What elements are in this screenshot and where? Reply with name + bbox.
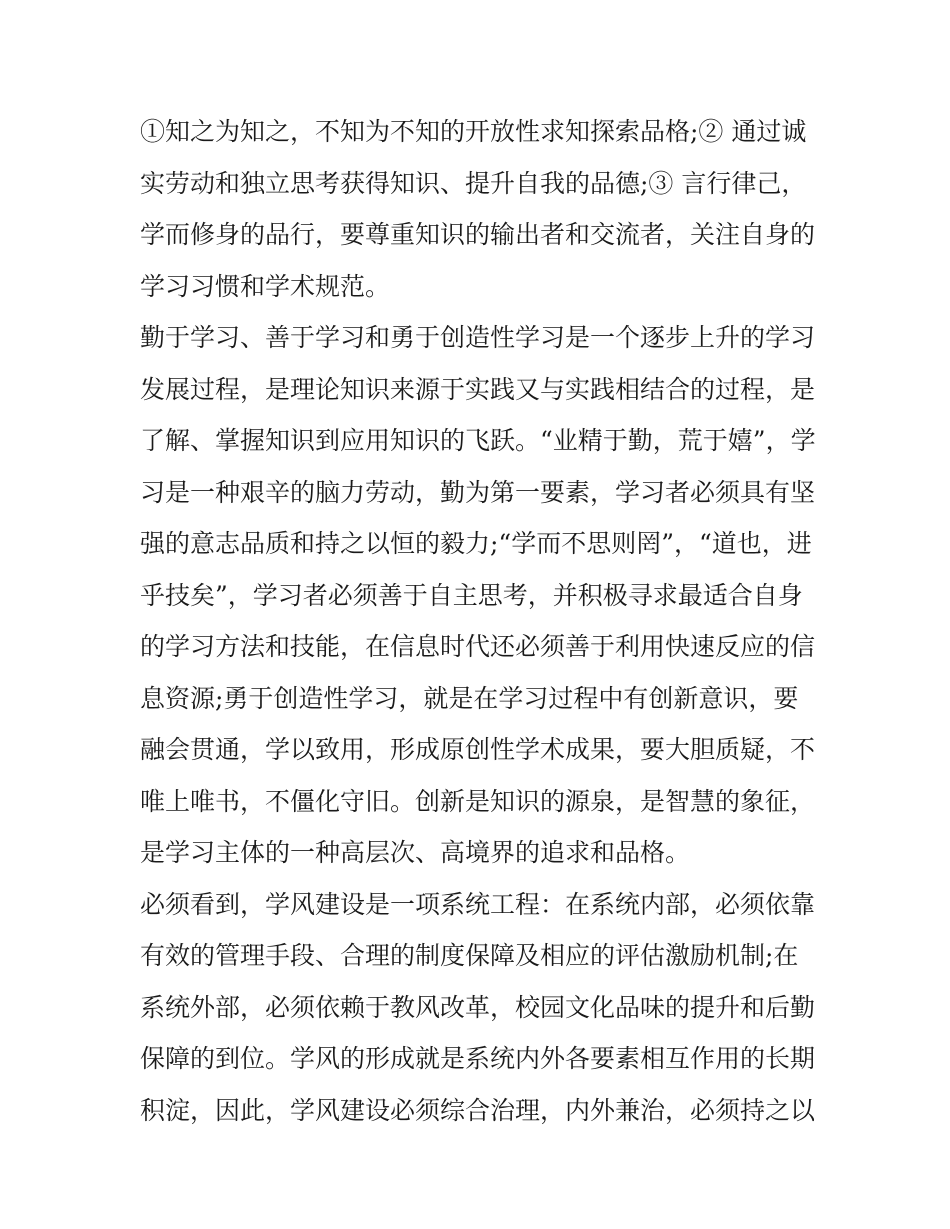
text-line: 是学习主体的一种高层次、高境界的追求和品格。 xyxy=(140,838,691,867)
text-line: 勤于学习、善于学习和勇于创造性学习是一个逐步上升的学习 xyxy=(140,323,816,352)
text-line: 唯上唯书，不僵化守旧。创新是知识的源泉，是智慧的象征， xyxy=(140,786,816,816)
text-line: 系统外部，必须依赖于教风改革，校园文化品味的提升和后勤 xyxy=(140,992,816,1022)
text-line: ①知之为知之，不知为不知的开放性求知探索品格;② 通过诚 xyxy=(140,117,807,146)
text-line: 积淀，因此，学风建设必须综合治理，内外兼治，必须持之以 xyxy=(140,1095,816,1125)
text-line: 的学习方法和技能，在信息时代还必须善于利用快速反应的信 xyxy=(140,632,816,661)
text-line: 强的意志品质和持之以恒的毅力;“学而不思则罔”，“道也，进 xyxy=(140,529,812,558)
text-line: 必须看到，学风建设是一项系统工程：在系统内部，必须依靠 xyxy=(140,889,816,919)
text-line: 发展过程，是理论知识来源于实践又与实践相结合的过程，是 xyxy=(140,374,816,404)
text-line: 了解、掌握知识到应用知识的飞跃。“业精于勤，荒于嬉”，学 xyxy=(140,426,816,455)
text-line: 有效的管理手段、合理的制度保障及相应的评估激励机制;在 xyxy=(140,941,799,970)
text-line: 乎技矣”，学习者必须善于自主思考，并积极寻求最适合自身 xyxy=(140,580,803,610)
text-line: 融会贯通，学以致用，形成原创性学术成果，要大胆质疑，不 xyxy=(140,735,816,764)
text-line: 习是一种艰辛的脑力劳动，勤为第一要素，学习者必须具有坚 xyxy=(140,477,816,507)
text-line: 保障的到位。学风的形成就是系统内外各要素相互作用的长期 xyxy=(140,1044,816,1073)
text-line: 息资源;勇于创造性学习，就是在学习过程中有创新意识，要 xyxy=(140,683,799,713)
text-line: 学习习惯和学术规范。 xyxy=(140,271,391,301)
body-text xyxy=(140,106,820,1136)
text-line: 学而修身的品行，要尊重知识的输出者和交流者，关注自身的 xyxy=(140,220,816,249)
text-line: 实劳动和独立思考获得知识、提升自我的品德;③ 言行律己， xyxy=(140,168,807,198)
